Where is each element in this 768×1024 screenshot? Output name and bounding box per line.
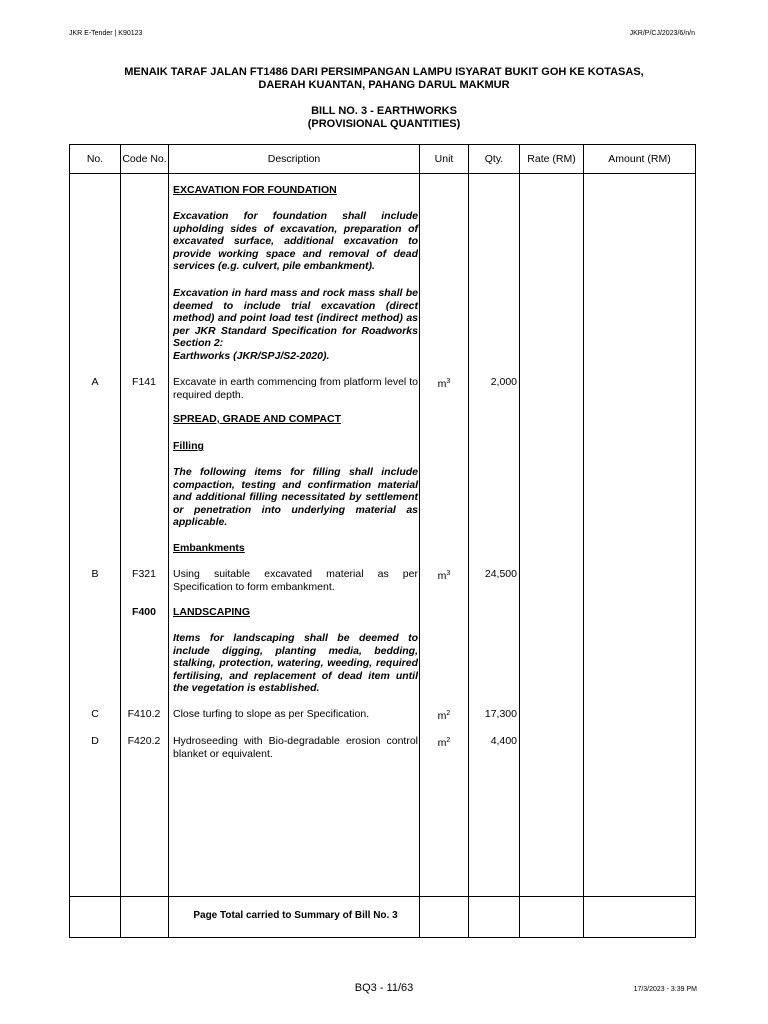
project-title-line2: DAERAH KUANTAN, PAHANG DARUL MAKMUR [258,79,510,91]
column-header-code: Code No. [122,153,167,165]
item-description: Using suitable excavated material as per Specification to form embankment. [173,568,418,593]
bill-title: BILL NO. 3 - EARTHWORKS [311,105,457,117]
item-unit: $m^2$ [437,737,451,749]
item-code: F141 [132,376,156,388]
column-divider [168,145,169,937]
filling-note: The following items for filling shall include compaction, testing and confirmation material and additional filling necessitated by settlement or penetration into underlying material as applicable. [173,466,418,529]
excavation-note: Excavation for foundation shall include upholding sides of excavation, preparation of excavated surface, additional excavation to provide working space and removal of dead services (e.g. culvert, pile embankment). [173,210,418,273]
item-description: Close turfing to slope as per Specification. [173,708,370,720]
print-timestamp: 17/3/2023 - 3:39 PM [633,986,697,993]
item-no: C [91,708,99,720]
landscaping-note: Items for landscaping shall be deemed to include digging, planting media, bedding, stalking, protection, watering, weeding, required fertilising, and replacement of dead item until the vegetation is established. [173,632,418,695]
item-unit: $m^3$ [437,378,451,390]
item-description: Hydroseeding with Bio-degradable erosion control blanket or equivalent. [173,735,418,760]
column-divider [583,145,584,937]
header-divider [70,173,695,174]
column-divider [419,145,420,937]
item-code: F420.2 [127,735,161,747]
item-unit: $m^2$ [437,710,451,722]
column-divider [468,145,469,937]
item-code: F321 [132,568,156,580]
subheading-filling: Filling [173,440,204,452]
bill-subtitle: (PROVISIONAL QUANTITIES) [307,118,461,130]
item-description: Excavate in earth commencing from platform level to required depth. [173,376,418,401]
item-no: D [91,735,99,747]
column-header-unit: Unit [434,153,454,165]
item-qty: 24,500 [484,568,517,580]
header-right: JKR/P/CJ/2023/6/n/n [629,30,695,37]
item-qty: 17,300 [484,708,517,720]
section-heading-landscaping: LANDSCAPING [173,606,251,618]
column-header-qty: Qty. [484,153,504,165]
item-no: B [91,568,99,580]
project-title-line1: MENAIK TARAF JALAN FT1486 DARI PERSIMPANGAN LAMPU ISYARAT BUKIT GOH KE KOTASAS, [124,66,644,78]
column-header-no: No. [86,153,104,165]
section-heading-excavation: EXCAVATION FOR FOUNDATION [173,184,337,196]
excavation-note-reference: Earthworks (JKR/SPJ/S2-2020). [173,350,330,362]
item-qty: 4,400 [490,735,517,747]
subheading-embankments: Embankments [173,542,245,554]
column-divider [120,145,121,937]
bill-table [69,144,696,938]
column-divider [519,145,520,937]
item-qty: 2,000 [490,376,517,388]
column-header-amount: Amount (RM) [608,153,671,165]
item-unit: $m^3$ [437,570,451,582]
item-no: A [91,376,99,388]
page-number: BQ3 - 11/63 [354,982,414,994]
column-header-rate: Rate (RM) [527,153,576,165]
header-left: JKR E-Tender | K90123 [69,30,143,37]
page-total-label: Page Total carried to Summary of Bill No. 3 [193,910,398,921]
total-divider [70,896,695,897]
landscaping-code: F400 [132,606,156,618]
column-header-description: Description [267,153,321,165]
section-heading-spread: SPREAD, GRADE AND COMPACT [173,413,342,425]
item-code: F410.2 [127,708,161,720]
excavation-note-rock: Excavation in hard mass and rock mass shall be deemed to include trial excavation (direct method) and point load test (indirect method) as per JKR Standard Specification for Roadworks Section 2: [173,287,418,350]
